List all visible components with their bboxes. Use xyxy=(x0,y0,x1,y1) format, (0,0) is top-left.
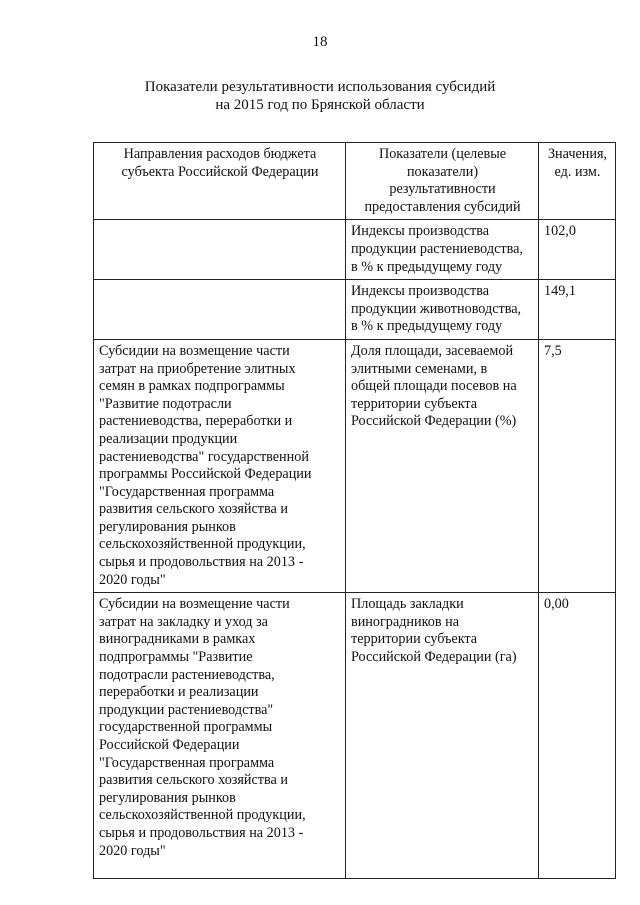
cell-value: 102,0 xyxy=(539,220,616,280)
table-row xyxy=(94,220,616,280)
cell-direction: Субсидии на возмещение части затрат на приобретение элитных семян в рамках подпрограммы "Развитие подотрасли растениеводства, переработки и реализации продукции растениеводства" государственной программы Российской Федерации "Государственная программа развития сельского хозяйства и регулирования рынков сельскохозяйственной продукции, сырья и продовольствия на 2013 - 2020 годы" xyxy=(94,339,346,592)
cell-value: 149,1 xyxy=(539,280,616,340)
document-title xyxy=(0,78,640,114)
cell-value: 7,5 xyxy=(539,339,616,592)
cell-indicator: Доля площади, засеваемой элитными семенами, в общей площади посевов на территории субъекта Российской Федерации (%) xyxy=(346,339,539,592)
cell-indicator: Площадь закладки виноградников на территории субъекта Российской Федерации (га) xyxy=(346,593,539,879)
cell-value: 0,00 xyxy=(539,593,616,879)
cell-direction: Субсидии на возмещение части затрат на закладку и уход за виноградниками в рамках подпрограммы "Развитие подотрасли растениеводства, переработки и реализации продукции растениеводства" государственной программы Российской Федерации "Государственная программа развития сельского хозяйства и регулирования рынков сельскохозяйственной продукции, сырья и продовольствия на 2013 - 2020 годы" xyxy=(94,593,346,879)
cell-indicator: Индексы производства продукции растениеводства, в % к предыдущему году xyxy=(346,220,539,280)
document-title-line-2: на 2015 год по Брянской области xyxy=(215,97,425,113)
table-row xyxy=(94,593,616,879)
document-title-line-1: Показатели результативности использования субсидий xyxy=(144,79,496,95)
table-row xyxy=(94,280,616,340)
header-indicator: Показатели (целевые показатели) результативности предоставления субсидий xyxy=(346,143,539,220)
table-header-row xyxy=(94,143,616,220)
cell-direction xyxy=(94,220,346,280)
table-row xyxy=(94,339,616,592)
cell-direction xyxy=(94,280,346,340)
cell-indicator: Индексы производства продукции животноводства, в % к предыдущему году xyxy=(346,280,539,340)
header-direction: Направления расходов бюджета субъекта Российской Федерации xyxy=(94,143,346,220)
indicators-table xyxy=(93,142,616,879)
header-value: Значения, ед. изм. xyxy=(539,143,616,220)
page-number: 18 xyxy=(312,34,328,50)
